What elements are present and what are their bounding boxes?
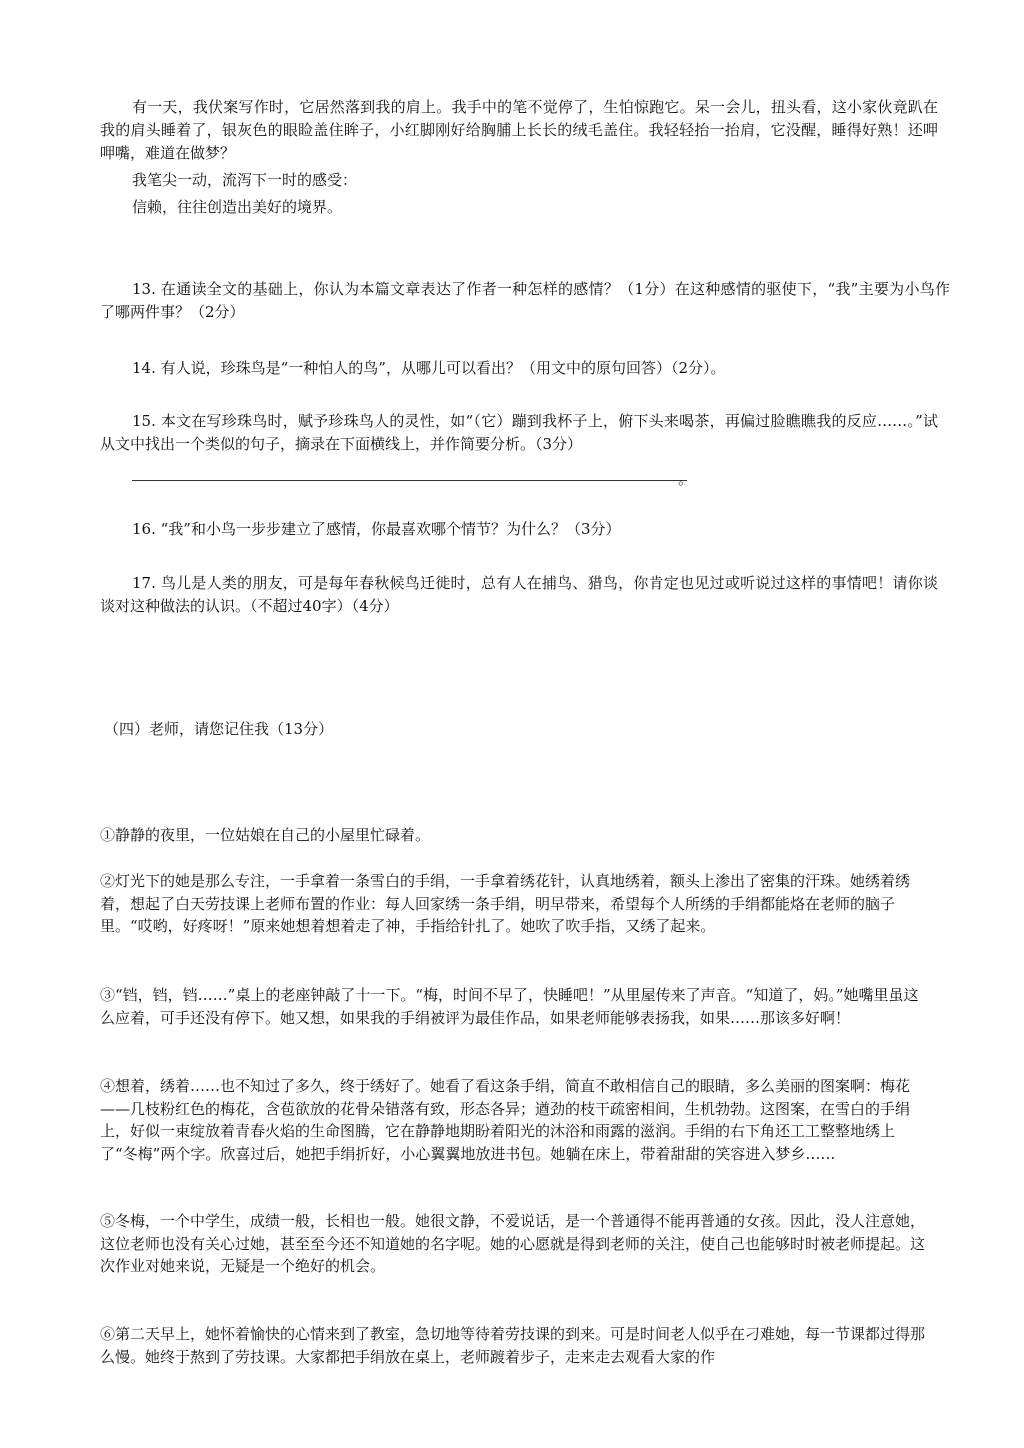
- answer-line[interactable]: [132, 480, 687, 481]
- question-14: 14. 有人说，珍珠鸟是“一种怕人的鸟”，从哪儿可以看出？（用文中的原句回答）（2分）。: [132, 359, 726, 377]
- question-17: 17. 鸟儿是人类的朋友，可是每年春秋候鸟迁徙时，总有人在捕鸟、猎鸟，你肯定也见过或听说过这样的事情吧！请你谈谈对这种做法的认识。（不超过40字）（4分）: [100, 574, 938, 615]
- story-paragraph: ③“铛，铛，铛……”桌上的老座钟敲了十一下。“梅，时间不早了，快睡吧！”从里屋传来了声音。“知道了，妈。”她嘴里虽这么应着，可手还没有停下。她又想，如果我的手绢被评为最佳作品，如果老师能够表扬我，如果……那该多好啊！: [100, 986, 919, 1027]
- question-16: 16. “我”和小鸟一步步建立了感情，你最喜欢哪个情节？为什么？（3分）: [132, 520, 621, 538]
- story-paragraph: ②灯光下的她是那么专注，一手拿着一条雪白的手绢，一手拿着绣花针，认真地绣着，额头上渗出了密集的汗珠。她绣着绣着，想起了白天劳技课上老师布置的作业：每人回家绣一条手绢，明早带来，希望每个人所绣的手绢都能烙在老师的脑子里。“哎哟，好疼呀！”原来她想着想着走了神，手指给针扎了。她吹了吹手指，又绣了起来。: [100, 872, 911, 935]
- story-paragraph: ⑥第二天早上，她怀着愉快的心情来到了教室，急切地等待着劳技课的到来。可是时间老人似乎在刁难她，每一节课都过得那么慢。她终于熬到了劳技课。大家都把手绢放在桌上，老师踱着步子，走来走去观看大家的作: [100, 1325, 926, 1366]
- passage-paragraph: 有一天，我伏案写作时，它居然落到我的肩上。我手中的笔不觉停了，生怕惊跑它。呆一会儿，扭头看，这小家伙竟趴在我的肩头睡着了，银灰色的眼睑盖住眸子，小红脚刚好给胸脯上长长的绒毛盖住。我轻轻抬一抬肩，它没醒，睡得好熟！还呷呷嘴，难道在做梦？: [100, 98, 938, 162]
- question-15: 15. 本文在写珍珠鸟时，赋予珍珠鸟人的灵性，如“（它）蹦到我杯子上，俯下头来喝茶，再偏过脸瞧瞧我的反应……。”试从文中找出一个类似的句子，摘录在下面横线上，并作简要分析。（3分）: [100, 412, 938, 453]
- question-13: 13. 在通读全文的基础上，你认为本篇文章表达了作者一种怎样的感情？（1分）在这种感情的驱使下，“我”主要为小鸟作了哪两件事？（2分）: [100, 280, 950, 321]
- passage-paragraph: 我笔尖一动，流泻下一时的感受：: [132, 171, 358, 189]
- passage-paragraph: 信赖，往往创造出美好的境界。: [132, 198, 343, 216]
- story-paragraph: ①静静的夜里，一位姑娘在自己的小屋里忙碌着。: [100, 826, 431, 844]
- section-title: （四）老师，请您记住我（13分）: [104, 720, 334, 738]
- story-paragraph: ④想着，绣着……也不知过了多久，终于绣好了。她看了看这条手绢，简直不敢相信自己的眼睛，多么美丽的图案啊：梅花——几枝粉红色的梅花，含苞欲放的花骨朵错落有致，形态各异；遒劲的枝干疏密相间，生机勃勃。这图案，在雪白的手绢上，好似一束绽放着青春火焰的生命图腾，它在静静地期盼着阳光的沐浴和雨露的滋润。手绢的右下角还工工整整地绣上了“冬梅”两个字。欣喜过后，她把手绢折好，小心翼翼地放进书包。她躺在床上，带着甜甜的笑容进入梦乡……: [100, 1077, 911, 1163]
- story-paragraph: ⑤冬梅，一个中学生，成绩一般，长相也一般。她很文静，不爱说话，是一个普通得不能再普通的女孩。因此，没人注意她，这位老师也没有关心过她，甚至至今还不知道她的名字呢。她的心愿就是得到老师的关注，使自己也能够时时被老师提起。这次作业对她来说，无疑是一个绝好的机会。: [100, 1212, 926, 1275]
- answer-line-period: 。: [678, 470, 694, 488]
